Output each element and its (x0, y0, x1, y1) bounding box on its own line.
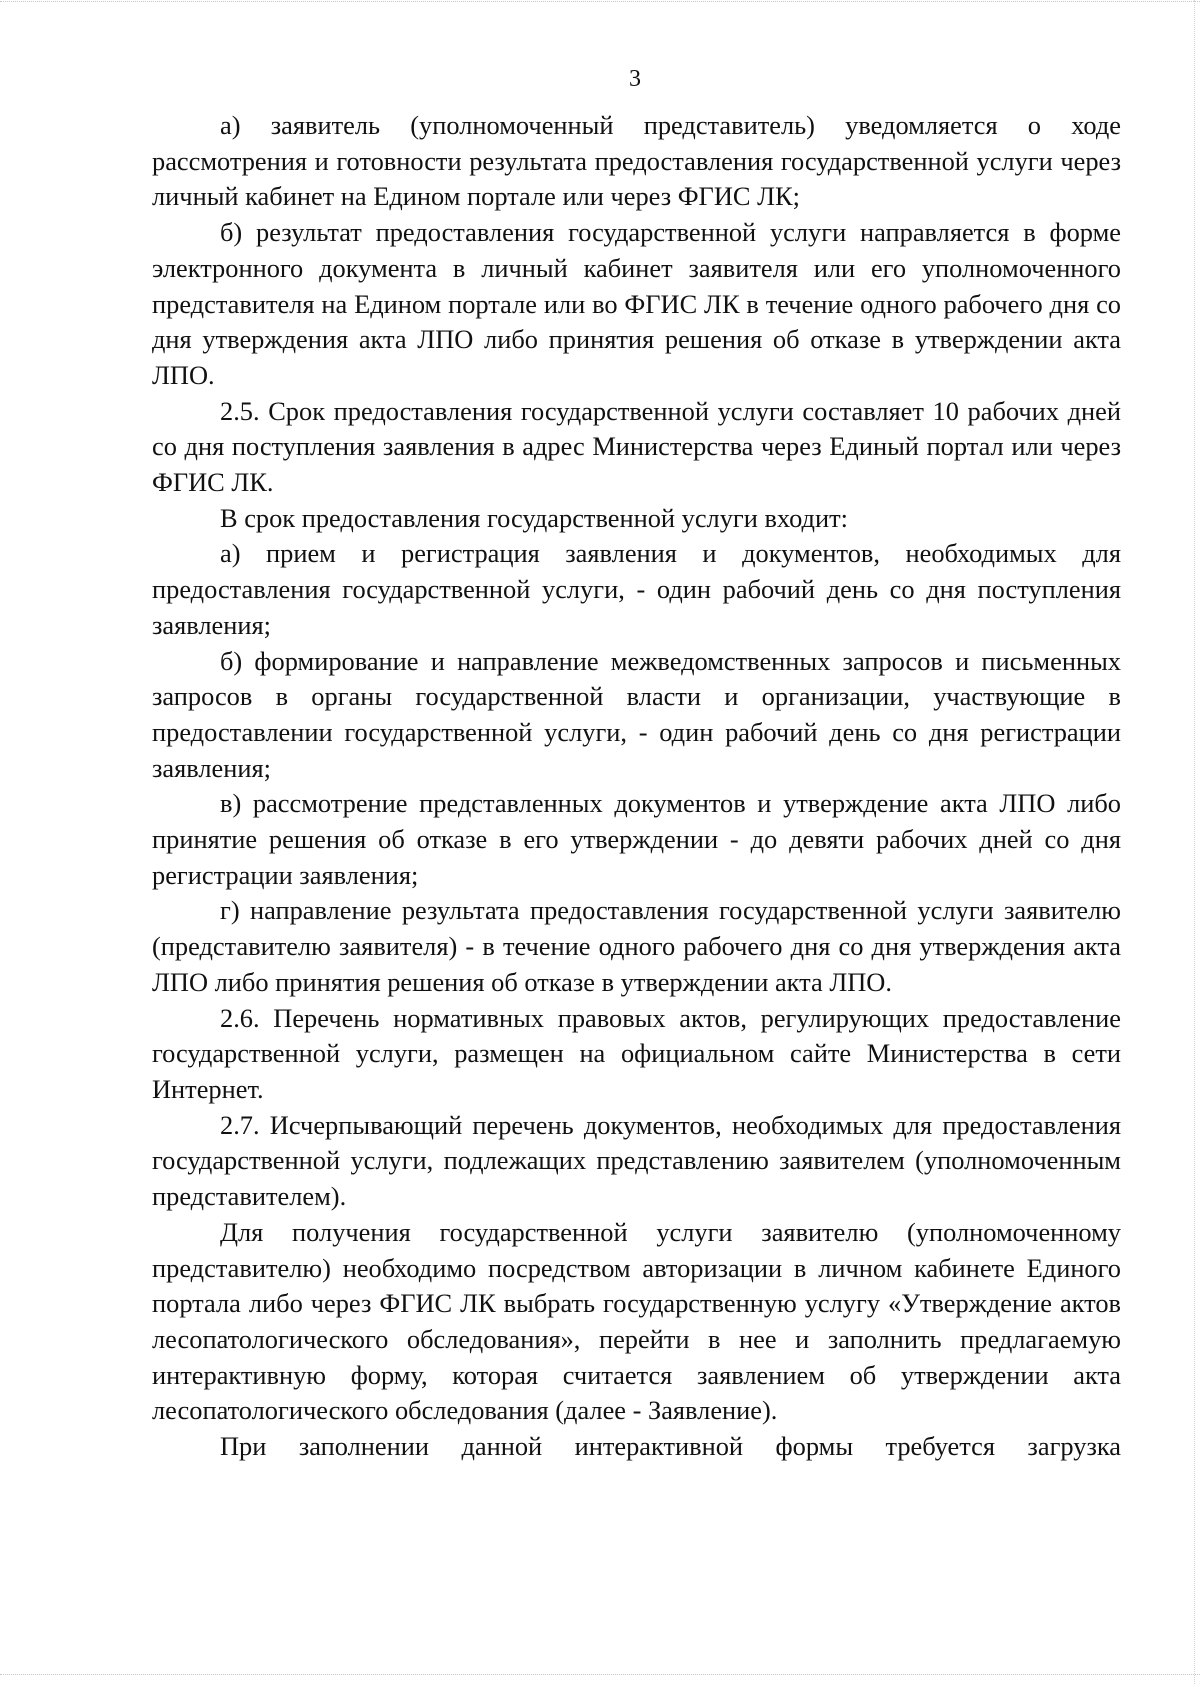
scan-edge-right (1194, 0, 1196, 1684)
paragraph-term-includes: В срок предоставления государственной услуги входит: (220, 502, 848, 533)
paragraph-g-delivery: г) направление результата предоставления государственной услуги заявителю (представителю заявителя) - в течение одного рабочего дня со дня утверждения акта ЛПО либо принятия решения об отказе в утверждении акта ЛПО. (152, 895, 1121, 997)
scan-edge-bottom (0, 1674, 1200, 1676)
paragraph-application-procedure: Для получения государственной услуги заявителю (уполномоченному представителю) необходимо посредством авторизации в личном кабинете Единого портала либо через ФГИС ЛК выбрать государственную услугу «Утверждение актов лесопатологического обследования», перейти в нее и заполнить предлагаемую интерактивную форму, которая считается заявлением об утверждении акта лесопатологического обследования (далее - Заявление). (152, 1216, 1121, 1426)
paragraph-a-registration: а) прием и регистрация заявления и документов, необходимых для предоставления государственной услуги, - один рабочий день со дня поступления заявления; (152, 538, 1121, 640)
paragraph-2-5-term: 2.5. Срок предоставления государственной услуги составляет 10 рабочих дней со дня поступления заявления в адрес Министерства через Единый портал или через ФГИС ЛК. (152, 395, 1121, 498)
paragraph-2-7-documents: 2.7. Исчерпывающий перечень документов, необходимых для предоставления государственной услуги, подлежащих представлению заявителем (уполномоченным представителем). (152, 1109, 1121, 1212)
paragraph-a-notification: а) заявитель (уполномоченный представитель) уведомляется о ходе рассмотрения и готовности результата предоставления государственной услуги через личный кабинет на Едином портале или через ФГИС ЛК; (152, 110, 1121, 212)
paragraph-v-review: в) рассмотрение представленных документов и утверждение акта ЛПО либо принятие решения об отказе в его утверждении - до девяти рабочих дней со дня регистрации заявления; (152, 788, 1121, 890)
scan-edge-top (0, 1, 1200, 3)
paragraph-b-requests: б) формирование и направление межведомственных запросов и письменных запросов в органы государственной власти и организации, участвующие в предоставлении государственной услуги, - один рабочий день со дня регистрации заявления; (152, 645, 1121, 783)
paragraph-b-result: б) результат предоставления государственной услуги направляется в форме электронного документа в личный кабинет заявителя или его уполномоченного представителя на Едином портале или во ФГИС ЛК в течение одного рабочего дня со дня утверждения акта ЛПО либо принятия решения об отказе в утверждении акта ЛПО. (152, 217, 1121, 390)
document-body (152, 108, 1121, 1465)
paragraph-2-6-regulations: 2.6. Перечень нормативных правовых актов, регулирующих предоставление государственной услуги, размещен на официальном сайте Министерства в сети Интернет. (152, 1002, 1121, 1104)
page-number: 3 (629, 66, 641, 92)
paragraph-form-upload: При заполнении данной интерактивной формы требуется загрузка (220, 1431, 1121, 1462)
